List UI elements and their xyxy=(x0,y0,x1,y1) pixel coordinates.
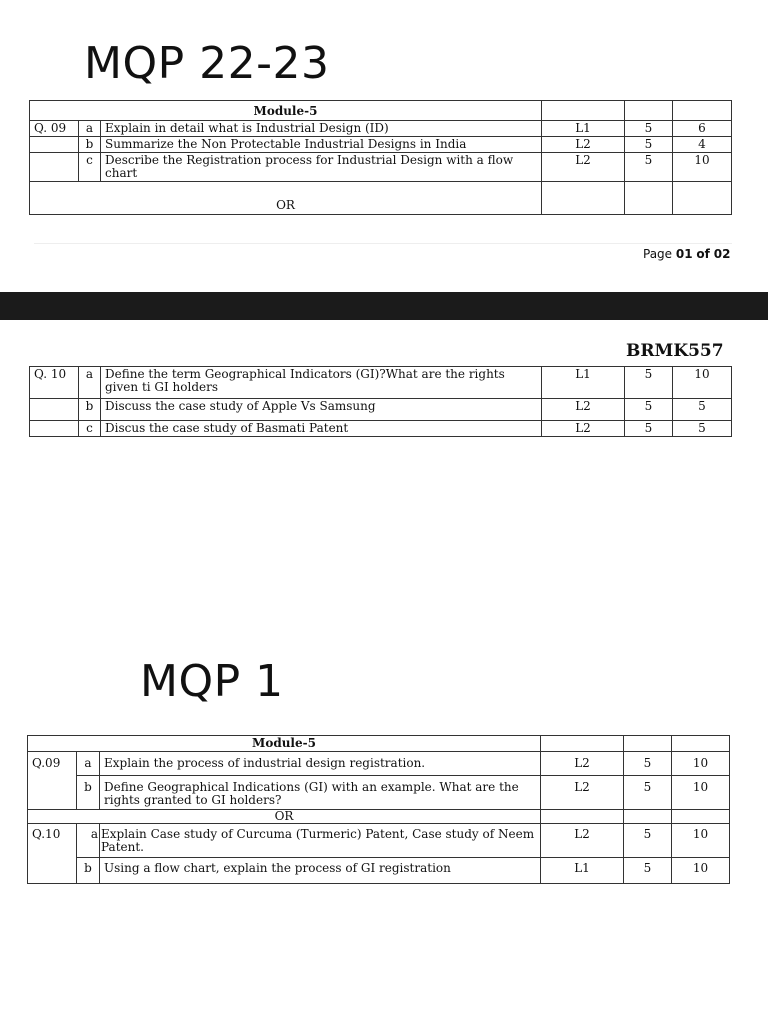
question-part: b xyxy=(77,776,100,810)
question-level: L2 xyxy=(541,752,624,776)
question-text: Summarize the Non Protectable Industrial Designs in India xyxy=(101,137,542,153)
question-number xyxy=(30,421,79,437)
course-code: BRMK557 xyxy=(626,341,724,361)
question-marks: 4 xyxy=(673,137,732,153)
question-co: 5 xyxy=(625,137,673,153)
heading-mqp-22-23: MQP 22-23 xyxy=(84,38,330,89)
question-co: 5 xyxy=(624,824,672,858)
question-number xyxy=(30,153,79,182)
question-part: a xyxy=(79,367,101,399)
table-row xyxy=(30,421,732,437)
question-level: L1 xyxy=(541,858,624,884)
question-part: b xyxy=(79,399,101,421)
question-number: Q. 10 xyxy=(30,367,79,399)
question-text: Define Geographical Indications (GI) with an example. What are the rights granted to GI holders? xyxy=(100,776,541,810)
table-row xyxy=(30,399,732,421)
question-text: Explain in detail what is Industrial Design (ID) xyxy=(101,121,542,137)
question-level: L1 xyxy=(542,367,625,399)
question-number: Q. 09 xyxy=(30,121,79,137)
table-row xyxy=(30,137,732,153)
question-marks: 10 xyxy=(673,153,732,182)
question-co: 5 xyxy=(625,421,673,437)
question-text: Describe the Registration process for Industrial Design with a flow chart xyxy=(101,153,542,182)
table-row xyxy=(28,776,730,810)
page-number: Page 01 of 02 xyxy=(643,247,731,261)
question-part: a xyxy=(77,824,100,858)
table-row xyxy=(30,367,732,399)
or-separator: OR xyxy=(30,182,542,215)
question-text: Using a flow chart, explain the process of GI registration xyxy=(100,858,541,884)
question-co: 5 xyxy=(625,367,673,399)
question-marks: 10 xyxy=(672,752,730,776)
question-table-module5-q9 xyxy=(29,100,732,215)
question-part: a xyxy=(79,121,101,137)
table-row xyxy=(28,824,730,858)
question-level: L2 xyxy=(541,824,624,858)
question-co: 5 xyxy=(625,121,673,137)
question-level: L2 xyxy=(542,421,625,437)
question-number: Q.09 xyxy=(28,752,77,810)
question-table-mqp1-module5 xyxy=(27,735,730,884)
question-number xyxy=(30,399,79,421)
question-level: L1 xyxy=(542,121,625,137)
question-co: 5 xyxy=(625,399,673,421)
question-text: Explain Case study of Curcuma (Turmeric) Patent, Case study of Neem Patent. xyxy=(100,824,541,858)
question-marks: 10 xyxy=(672,824,730,858)
question-text: Discus the case study of Basmati Patent xyxy=(101,421,542,437)
question-part: b xyxy=(79,137,101,153)
question-marks: 6 xyxy=(673,121,732,137)
table-row xyxy=(28,752,730,776)
question-text: Define the term Geographical Indicators (GI)?What are the rights given ti GI holders xyxy=(101,367,542,399)
question-part: b xyxy=(77,858,100,884)
page-divider xyxy=(34,243,732,244)
question-part: c xyxy=(79,153,101,182)
module-title: Module-5 xyxy=(30,101,542,121)
question-level: L2 xyxy=(542,399,625,421)
table-row xyxy=(30,153,732,182)
heading-mqp-1: MQP 1 xyxy=(140,656,284,707)
table-row xyxy=(30,121,732,137)
module-title: Module-5 xyxy=(28,736,541,752)
question-part: c xyxy=(79,421,101,437)
question-number: Q.10 xyxy=(28,824,77,884)
question-marks: 10 xyxy=(672,858,730,884)
question-table-q10 xyxy=(29,366,732,437)
question-marks: 10 xyxy=(673,367,732,399)
question-number xyxy=(30,137,79,153)
table-row xyxy=(28,858,730,884)
question-co: 5 xyxy=(625,153,673,182)
question-level: L2 xyxy=(542,137,625,153)
or-separator: OR xyxy=(28,810,541,824)
question-co: 5 xyxy=(624,776,672,810)
question-co: 5 xyxy=(624,752,672,776)
question-text: Explain the process of industrial design registration. xyxy=(100,752,541,776)
question-marks: 10 xyxy=(672,776,730,810)
question-level: L2 xyxy=(541,776,624,810)
question-co: 5 xyxy=(624,858,672,884)
question-marks: 5 xyxy=(673,399,732,421)
question-text: Discuss the case study of Apple Vs Samsung xyxy=(101,399,542,421)
page-break-band xyxy=(0,292,768,320)
question-level: L2 xyxy=(542,153,625,182)
question-part: a xyxy=(77,752,100,776)
question-marks: 5 xyxy=(673,421,732,437)
